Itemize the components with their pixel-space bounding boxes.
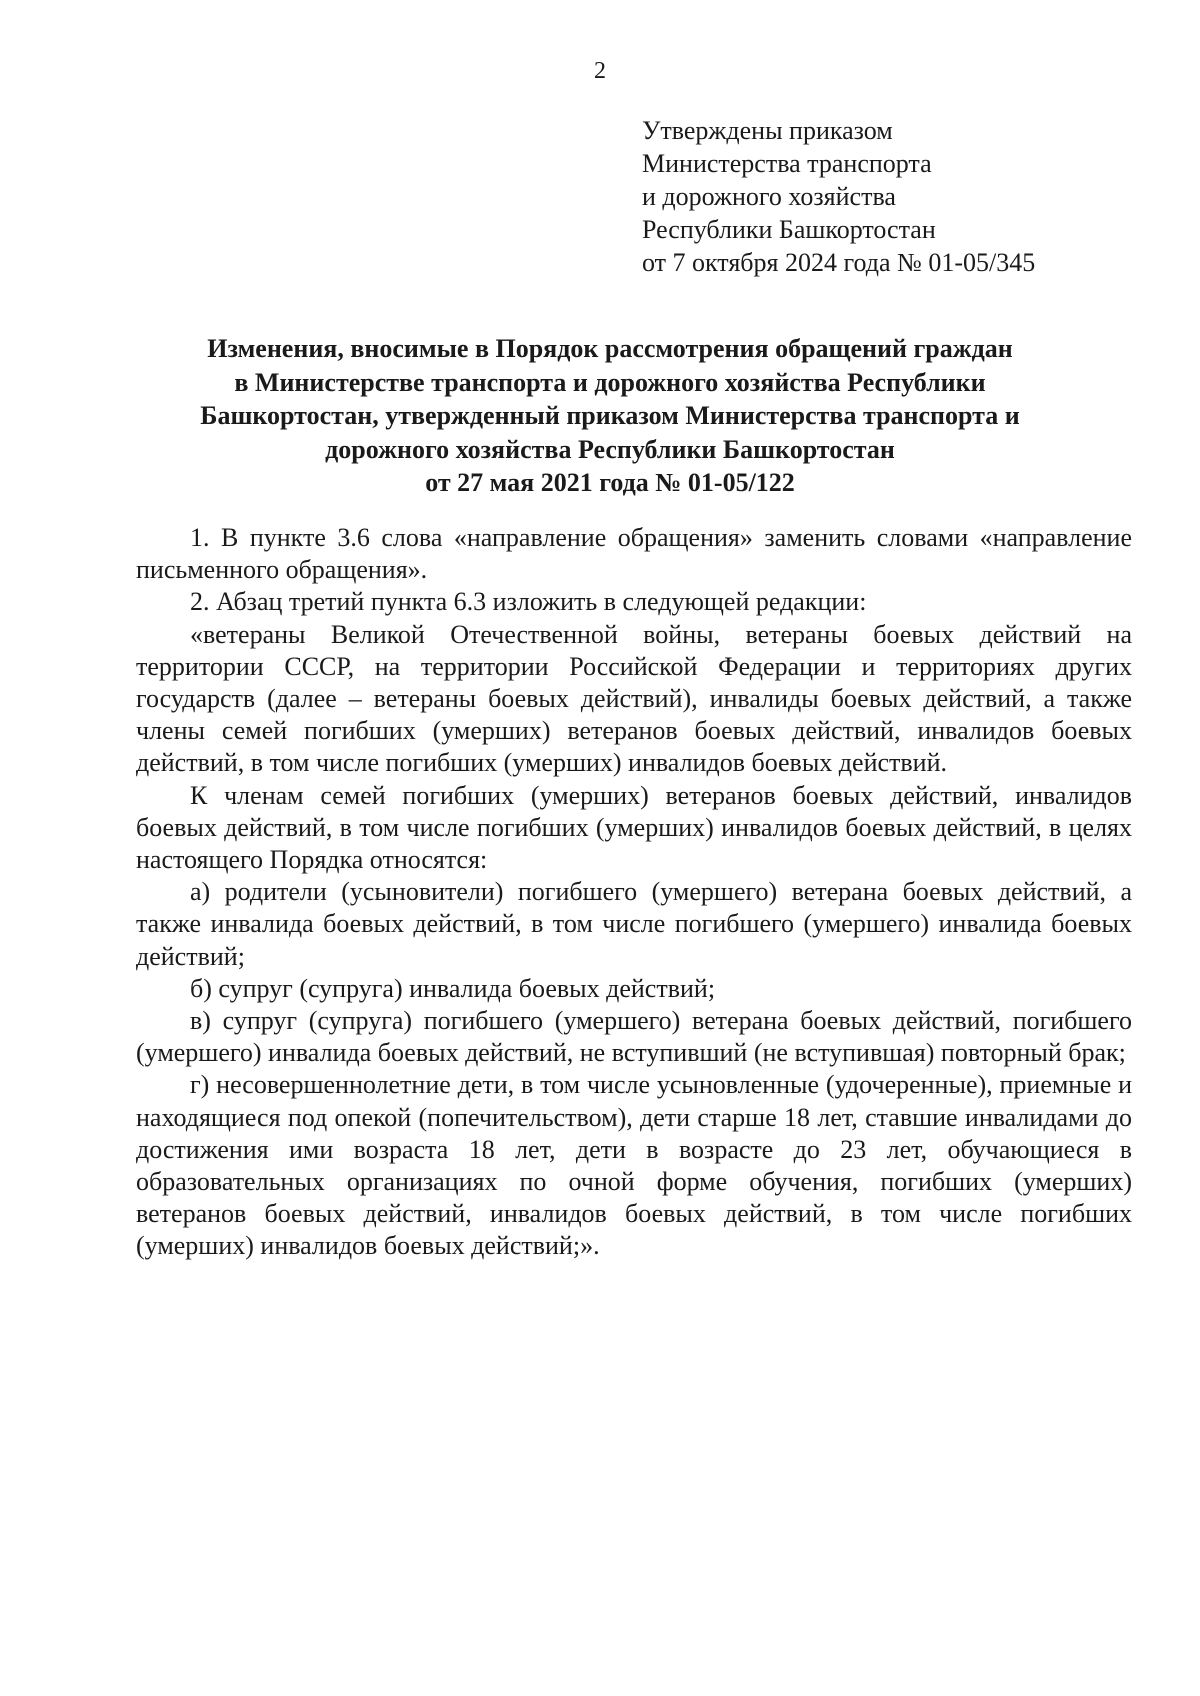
paragraph-item-2: 2. Абзац третий пункта 6.3 изложить в следующей редакции: [190, 587, 867, 617]
paragraph-subitem-a: а) родители (усыновители) погибшего (умершего) ветерана боевых действий, а также инвалида боевых действий, в том числе погибшего (умершего) инвалида боевых действий; [136, 877, 1132, 971]
document-body [136, 522, 1132, 1263]
approval-line: Республики Башкортостан [642, 215, 936, 244]
paragraph-family-members: К членам семей погибших (умерших) ветеранов боевых действий, инвалидов боевых действий, в том числе погибших (умерших) инвалидов боевых действий, в целях настоящего Порядка относятся: [136, 780, 1132, 875]
title-line: в Министерстве транспорта и дорожного хозяйства Республики [234, 367, 986, 397]
approval-line: и дорожного хозяйства [642, 182, 896, 211]
approval-block [642, 114, 1162, 279]
paragraph-quoted-text: «ветераны Великой Отечественной войны, ветераны боевых действий на территории СССР, на территории Российской Федерации и территориях других государств (далее – ветераны боевых действий), инвалиды боевых действий, а также члены семей погибших (умерших) ветеранов боевых действий, инвалидов боевых действий, в том числе погибших (умерших) инвалидов боевых действий. [136, 619, 1132, 778]
title-line: дорожного хозяйства Республики Башкортостан [325, 434, 895, 464]
title-line: Башкортостан, утвержденный приказом Министерства транспорта и [200, 401, 1020, 430]
paragraph-subitem-v: в) супруг (супруга) погибшего (умершего) ветерана боевых действий, погибшего (умершего) инвалида боевых действий, не вступивший (не вступившая) повторный брак; [136, 1006, 1132, 1068]
title-line: Изменения, вносимые в Порядок рассмотрения обращений граждан [207, 334, 1013, 363]
page-number: 2 [594, 58, 606, 84]
paragraph-subitem-g: г) несовершеннолетние дети, в том числе усыновленные (удочеренные), приемные и находящиеся под опекой (попечительством), дети старше 18 лет, ставшие инвалидами до достижения ими возраста 18 лет, дети в возрасте до 23 лет, обучающиеся в образовательных организациях по очной форме обучения, погибших (умерших) ветеранов боевых действий, инвалидов боевых действий, в том числе погибших (умерших) инвалидов боевых действий;». [136, 1070, 1132, 1261]
title-line: от 27 мая 2021 года № 01-05/122 [425, 468, 795, 497]
paragraph-subitem-b: б) супруг (супруга) инвалида боевых действий; [190, 973, 716, 1003]
document-title [120, 332, 1100, 500]
approval-line: от 7 октября 2024 года № 01-05/345 [642, 248, 1036, 277]
approval-line: Утверждены приказом [642, 116, 893, 145]
approval-line: Министерства транспорта [642, 149, 932, 178]
paragraph-item-1: 1. В пункте 3.6 слова «направление обращения» заменить словами «направление письменного обращения». [136, 523, 1132, 585]
